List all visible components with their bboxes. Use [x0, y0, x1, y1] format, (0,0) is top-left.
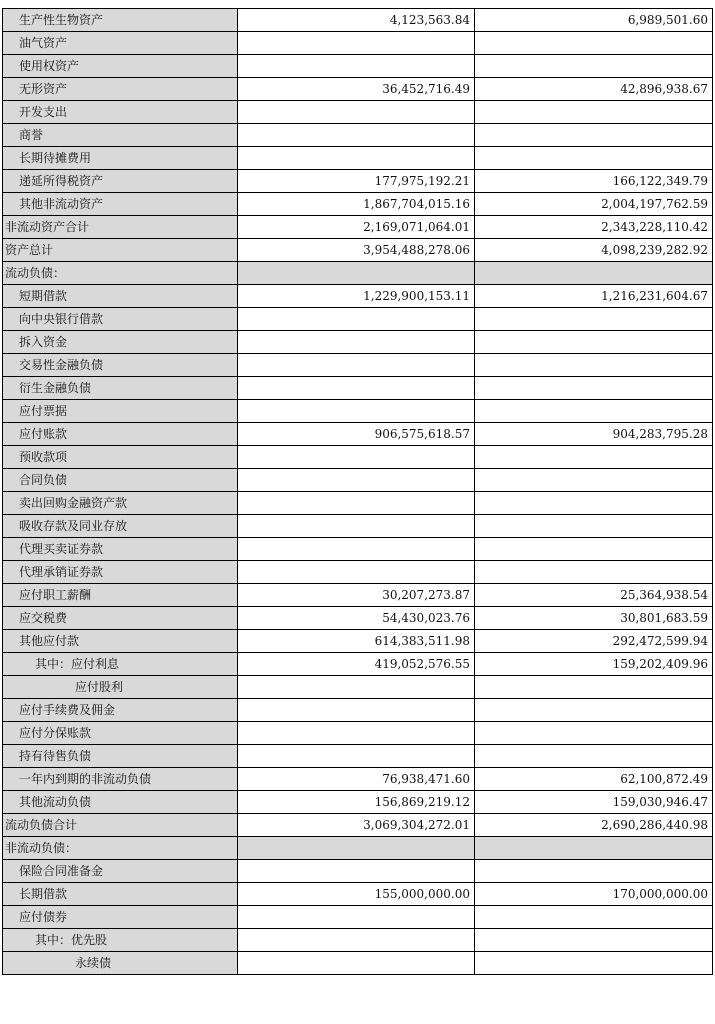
row-label: 永续债 — [3, 952, 238, 975]
table-row — [3, 308, 713, 331]
table-row — [3, 906, 713, 929]
row-label: 应付职工薪酬 — [3, 584, 238, 607]
previous-period-value: 166,122,349.79 — [475, 170, 713, 193]
row-label: 其中：应付利息 — [3, 653, 238, 676]
table-row — [3, 584, 713, 607]
row-label: 流动负债合计 — [3, 814, 238, 837]
current-period-value — [238, 469, 475, 492]
previous-period-value: 30,801,683.59 — [475, 607, 713, 630]
table-row — [3, 216, 713, 239]
table-row — [3, 883, 713, 906]
table-row — [3, 745, 713, 768]
row-label: 长期借款 — [3, 883, 238, 906]
row-label: 一年内到期的非流动负债 — [3, 768, 238, 791]
table-row — [3, 101, 713, 124]
table-row — [3, 78, 713, 101]
current-period-value — [238, 837, 475, 860]
previous-period-value: 292,472,599.94 — [475, 630, 713, 653]
row-label: 非流动资产合计 — [3, 216, 238, 239]
current-period-value — [238, 561, 475, 584]
row-label: 应付债券 — [3, 906, 238, 929]
current-period-value — [238, 32, 475, 55]
current-period-value: 614,383,511.98 — [238, 630, 475, 653]
current-period-value — [238, 745, 475, 768]
current-period-value: 177,975,192.21 — [238, 170, 475, 193]
previous-period-value: 6,989,501.60 — [475, 9, 713, 32]
current-period-value — [238, 538, 475, 561]
previous-period-value — [475, 262, 713, 285]
row-label: 其他非流动资产 — [3, 193, 238, 216]
table-row — [3, 55, 713, 78]
current-period-value — [238, 147, 475, 170]
row-label: 其他流动负债 — [3, 791, 238, 814]
previous-period-value: 2,343,228,110.42 — [475, 216, 713, 239]
table-row — [3, 170, 713, 193]
row-label: 交易性金融负债 — [3, 354, 238, 377]
previous-period-value — [475, 515, 713, 538]
previous-period-value: 1,216,231,604.67 — [475, 285, 713, 308]
table-row — [3, 9, 713, 32]
current-period-value: 54,430,023.76 — [238, 607, 475, 630]
current-period-value — [238, 860, 475, 883]
previous-period-value — [475, 745, 713, 768]
current-period-value: 419,052,576.55 — [238, 653, 475, 676]
current-period-value: 3,954,488,278.06 — [238, 239, 475, 262]
current-period-value: 156,869,219.12 — [238, 791, 475, 814]
previous-period-value: 904,283,795.28 — [475, 423, 713, 446]
current-period-value — [238, 308, 475, 331]
previous-period-value — [475, 860, 713, 883]
table-row — [3, 285, 713, 308]
row-label: 应付票据 — [3, 400, 238, 423]
current-period-value — [238, 722, 475, 745]
previous-period-value: 62,100,872.49 — [475, 768, 713, 791]
previous-period-value — [475, 32, 713, 55]
row-label: 应交税费 — [3, 607, 238, 630]
current-period-value: 1,229,900,153.11 — [238, 285, 475, 308]
table-row — [3, 193, 713, 216]
current-period-value — [238, 952, 475, 975]
row-label: 其他应付款 — [3, 630, 238, 653]
previous-period-value — [475, 55, 713, 78]
previous-period-value — [475, 561, 713, 584]
row-label: 持有待售负债 — [3, 745, 238, 768]
current-period-value — [238, 906, 475, 929]
table-row — [3, 952, 713, 975]
current-period-value — [238, 400, 475, 423]
current-period-value: 36,452,716.49 — [238, 78, 475, 101]
balance-sheet-body — [3, 9, 713, 975]
previous-period-value: 2,004,197,762.59 — [475, 193, 713, 216]
current-period-value: 4,123,563.84 — [238, 9, 475, 32]
previous-period-value: 4,098,239,282.92 — [475, 239, 713, 262]
row-label: 无形资产 — [3, 78, 238, 101]
previous-period-value: 159,030,946.47 — [475, 791, 713, 814]
row-label: 卖出回购金融资产款 — [3, 492, 238, 515]
current-period-value — [238, 699, 475, 722]
row-label: 生产性生物资产 — [3, 9, 238, 32]
table-row — [3, 860, 713, 883]
row-label: 其中：优先股 — [3, 929, 238, 952]
table-row — [3, 538, 713, 561]
row-label: 递延所得税资产 — [3, 170, 238, 193]
current-period-value — [238, 377, 475, 400]
previous-period-value — [475, 699, 713, 722]
previous-period-value — [475, 308, 713, 331]
previous-period-value — [475, 538, 713, 561]
previous-period-value — [475, 147, 713, 170]
table-row — [3, 676, 713, 699]
previous-period-value — [475, 446, 713, 469]
row-label: 商誉 — [3, 124, 238, 147]
row-label: 长期待摊费用 — [3, 147, 238, 170]
previous-period-value: 159,202,409.96 — [475, 653, 713, 676]
table-row — [3, 607, 713, 630]
row-label: 合同负债 — [3, 469, 238, 492]
previous-period-value — [475, 492, 713, 515]
previous-period-value: 170,000,000.00 — [475, 883, 713, 906]
row-label: 应付股利 — [3, 676, 238, 699]
table-row — [3, 768, 713, 791]
row-label: 非流动负债： — [3, 837, 238, 860]
row-label: 短期借款 — [3, 285, 238, 308]
table-row — [3, 791, 713, 814]
previous-period-value — [475, 331, 713, 354]
previous-period-value — [475, 124, 713, 147]
table-row — [3, 837, 713, 860]
row-label: 代理买卖证券款 — [3, 538, 238, 561]
previous-period-value — [475, 377, 713, 400]
table-row — [3, 239, 713, 262]
current-period-value: 76,938,471.60 — [238, 768, 475, 791]
previous-period-value: 25,364,938.54 — [475, 584, 713, 607]
current-period-value — [238, 446, 475, 469]
previous-period-value: 42,896,938.67 — [475, 78, 713, 101]
current-period-value: 1,867,704,015.16 — [238, 193, 475, 216]
current-period-value — [238, 515, 475, 538]
previous-period-value — [475, 469, 713, 492]
previous-period-value — [475, 354, 713, 377]
table-row — [3, 469, 713, 492]
current-period-value: 2,169,071,064.01 — [238, 216, 475, 239]
previous-period-value — [475, 906, 713, 929]
current-period-value: 906,575,618.57 — [238, 423, 475, 446]
previous-period-value — [475, 676, 713, 699]
row-label: 资产总计 — [3, 239, 238, 262]
table-row — [3, 929, 713, 952]
table-row — [3, 653, 713, 676]
table-row — [3, 262, 713, 285]
table-row — [3, 331, 713, 354]
table-row — [3, 32, 713, 55]
row-label: 应付账款 — [3, 423, 238, 446]
current-period-value — [238, 262, 475, 285]
row-label: 应付分保账款 — [3, 722, 238, 745]
current-period-value — [238, 55, 475, 78]
current-period-value — [238, 929, 475, 952]
table-row — [3, 354, 713, 377]
table-row — [3, 814, 713, 837]
previous-period-value — [475, 101, 713, 124]
previous-period-value — [475, 929, 713, 952]
current-period-value — [238, 676, 475, 699]
row-label: 保险合同准备金 — [3, 860, 238, 883]
table-row — [3, 492, 713, 515]
table-row — [3, 423, 713, 446]
current-period-value — [238, 354, 475, 377]
table-row — [3, 377, 713, 400]
row-label: 开发支出 — [3, 101, 238, 124]
table-row — [3, 699, 713, 722]
table-row — [3, 124, 713, 147]
table-row — [3, 722, 713, 745]
current-period-value: 30,207,273.87 — [238, 584, 475, 607]
previous-period-value: 2,690,286,440.98 — [475, 814, 713, 837]
row-label: 衍生金融负债 — [3, 377, 238, 400]
row-label: 应付手续费及佣金 — [3, 699, 238, 722]
table-row — [3, 400, 713, 423]
row-label: 吸收存款及同业存放 — [3, 515, 238, 538]
previous-period-value — [475, 722, 713, 745]
row-label: 油气资产 — [3, 32, 238, 55]
row-label: 向中央银行借款 — [3, 308, 238, 331]
current-period-value — [238, 124, 475, 147]
table-row — [3, 147, 713, 170]
current-period-value — [238, 101, 475, 124]
row-label: 拆入资金 — [3, 331, 238, 354]
table-row — [3, 630, 713, 653]
balance-sheet-table — [2, 8, 713, 975]
previous-period-value — [475, 952, 713, 975]
row-label: 流动负债： — [3, 262, 238, 285]
row-label: 使用权资产 — [3, 55, 238, 78]
current-period-value — [238, 331, 475, 354]
row-label: 代理承销证券款 — [3, 561, 238, 584]
table-row — [3, 446, 713, 469]
current-period-value: 3,069,304,272.01 — [238, 814, 475, 837]
table-row — [3, 561, 713, 584]
previous-period-value — [475, 837, 713, 860]
table-row — [3, 515, 713, 538]
row-label: 预收款项 — [3, 446, 238, 469]
previous-period-value — [475, 400, 713, 423]
current-period-value — [238, 492, 475, 515]
current-period-value: 155,000,000.00 — [238, 883, 475, 906]
